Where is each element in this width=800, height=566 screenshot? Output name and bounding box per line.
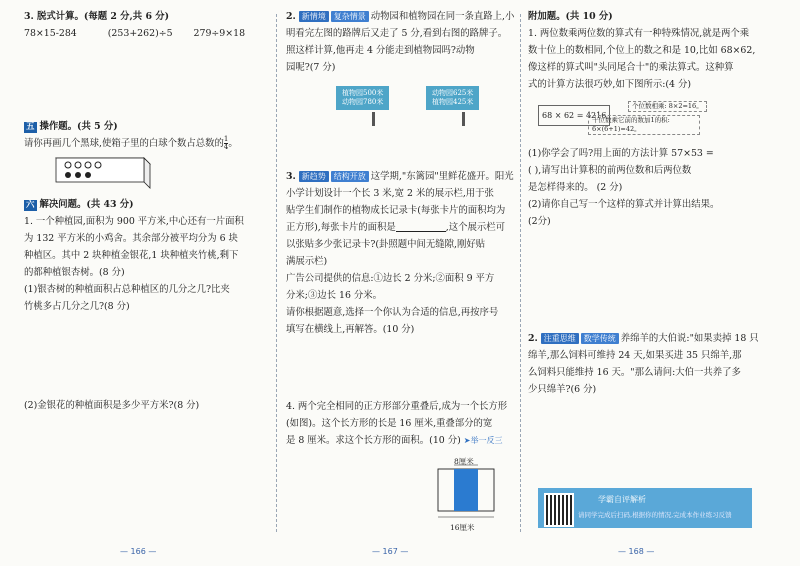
tag-badge: 新趋势 — [299, 171, 329, 182]
tag-badge: 注重思维 — [541, 333, 579, 344]
e1-line: 数十位上的数相同,个位上的数之和是 10,比如 68×62, — [528, 45, 756, 56]
question-text: 这学期,"东篱园"里鲜花盛开。阳光 — [370, 171, 514, 182]
overlap-squares-figure — [286, 453, 512, 533]
question-text: 正方形),每张卡片的面积是 — [286, 222, 396, 233]
q1-line: 1. 一个种植园,面积为 900 平方米,中心还有一片面积 — [24, 216, 244, 227]
section-title: 操作题。(共 5 分) — [39, 121, 118, 132]
q3-line — [286, 219, 512, 236]
question-text: 是 8 厘米。求这个长方形的面积。(10 分) — [286, 435, 461, 446]
tag-badge: 数学传统 — [581, 333, 619, 344]
expr-1: 78×15-284 — [24, 28, 77, 39]
question-number: 2. — [286, 11, 296, 22]
column-page-166 — [24, 8, 264, 538]
question-text: 动物园和植物园在同一条直路上,小 — [370, 11, 515, 22]
road-signs-figure — [286, 82, 512, 126]
tag-badge: 新情境 — [299, 11, 329, 22]
sign-text: 动物园625米 — [432, 89, 474, 97]
e2-line: 少只绵羊?(6 分) — [528, 384, 597, 395]
expr-3: 279÷9×18 — [193, 28, 246, 39]
question-number: 2. — [528, 333, 538, 344]
q3-line — [286, 168, 512, 185]
question-text: ,这个展示栏可 — [445, 222, 505, 233]
e1-sub: (2分) — [528, 216, 551, 227]
e1-sub: ( ),请写出计算积的前两位数和后两位数 — [528, 165, 692, 176]
column-page-168 — [528, 8, 758, 538]
e1-line: 1. 两位数乘两位数的算式有一种特殊情况,就是两个乘 — [528, 28, 750, 39]
column-page-167 — [286, 8, 515, 538]
column-divider — [520, 14, 521, 532]
fraction-numerator: 1 — [223, 135, 229, 143]
sign-text: 动物园780米 — [342, 98, 384, 106]
section-title: 解决问题。(共 43 分) — [39, 199, 134, 210]
calc-expression: 68 × 62 = 4216 — [538, 105, 610, 126]
practice-link[interactable]: ➤举一反三 — [463, 436, 503, 445]
q2-line: 照这样计算,他再走 4 分能走到植物园吗?动物 — [286, 45, 475, 56]
section-5-heading — [24, 118, 264, 135]
operation-question — [24, 135, 264, 152]
e1-sub: (2)请你自己写一个这样的算式并计算出结果。 — [528, 199, 720, 210]
q2-line: 明看完左图的路牌后又走了 5 分,看到右图的路牌子。 — [286, 28, 508, 39]
calc-note: 十位数乘它前的数加1的积: — [592, 116, 670, 124]
q3-line: 请你根据题意,选择一个你认为合适的信息,再按序号 — [286, 307, 499, 318]
q3-line: 以张贴多少张记录卡?(卦照题中间无缝隙,刚好贴 — [286, 239, 486, 250]
calc-diagram — [528, 95, 758, 141]
operation-text-end: 。 — [228, 138, 238, 149]
extra-title: 附加题。(共 10 分) — [528, 11, 613, 22]
section-number: 六 — [26, 200, 35, 210]
q3-line: 满展示栏) — [286, 256, 328, 267]
fraction-denominator: 4 — [223, 143, 229, 151]
q3-line: 填写在横线上,再解答。(10 分) — [286, 324, 415, 335]
q1-line: (1)银杏树的种植面积占总种植区的几分之几?比夹 — [24, 284, 230, 295]
q2-line — [286, 8, 515, 25]
q1-line: 为 132 平方米的小鸡舍。其余部分被平均分为 6 块 — [24, 233, 238, 244]
calc-note-box — [588, 115, 700, 135]
q3-title: 3. 脱式计算。(每题 2 分,共 6 分) — [24, 11, 170, 22]
q4-line — [286, 432, 512, 449]
overlap-width-label: 8厘米 — [454, 457, 474, 466]
right-sign — [426, 86, 479, 110]
section-6-heading — [24, 196, 264, 213]
calc-note: 6×(6+1)=42。 — [592, 125, 641, 133]
tag-badge: 复杂情景 — [331, 11, 369, 22]
q1-line: 种植区。其中 2 块种植金银花,1 块种植夹竹桃,剩下 — [24, 250, 239, 261]
question-text: 养绵羊的大伯说:"如果卖掉 18 只 — [620, 333, 759, 344]
q4-line: 4. 两个完全相同的正方形部分重叠后,成为一个长方形 — [286, 401, 508, 412]
sign-text: 植物园425米 — [432, 98, 474, 106]
e1-sub: 是怎样得来的。 (2 分) — [528, 182, 623, 193]
q3-line: 分米;③边长 16 分米。 — [286, 290, 383, 301]
ball-box-figure — [54, 156, 154, 190]
q2-line: 园呢?(7 分) — [286, 62, 336, 73]
qr-code-icon[interactable] — [544, 493, 574, 527]
self-evaluation-banner[interactable] — [538, 488, 752, 528]
operation-text: 请你再画几个黑球,使箱子里的白球个数占总数的 — [24, 138, 224, 149]
q3-line: 小学计划设计一个长 3 米,宽 2 米的展示栏,用于张 — [286, 188, 494, 199]
q3-line: 广告公司提供的信息:①边长 2 分米;②面积 9 平方 — [286, 273, 495, 284]
e1-sub: (1)你学会了吗?用上面的方法计算 57×53 = — [528, 148, 714, 159]
page-number: — 168 — — [618, 547, 655, 556]
e1-line: 式的计算方法很巧妙,如下图所示:(4 分) — [528, 79, 692, 90]
study-title: 学霸自评解析 — [598, 495, 646, 504]
q1-line: 的都种植银杏树。(8 分) — [24, 267, 125, 278]
e2-line — [528, 330, 758, 347]
q3-line: 贴学生们制作的植物成长记录卡(每张卡片的面积均为 — [286, 205, 506, 216]
page-number: — 166 — — [120, 547, 157, 556]
left-sign — [336, 86, 389, 110]
q3-expressions — [24, 25, 264, 42]
rectangle-length-label: 16厘米 — [450, 523, 475, 532]
sign-text: 植物园500米 — [342, 89, 384, 97]
page-number: — 167 — — [372, 547, 409, 556]
study-text: 请同学完成后扫码,根据你的情况,完成本作业练习反馈 — [578, 511, 732, 519]
tag-badge: 结构开放 — [331, 171, 369, 182]
calc-note: 个位数相乘: 8×2=16。 — [628, 101, 707, 112]
answer-blank[interactable] — [396, 220, 446, 232]
expr-2: (253+262)÷5 — [107, 28, 173, 39]
e2-line: 么饲料只能维持 16 天。"那么请问:大伯一共养了多 — [528, 367, 741, 378]
q1-part2: (2)金银花的种植面积是多少平方米?(8 分) — [24, 400, 200, 411]
e1-line: 像这样的算式叫"头同尾合十"的乘法算式。这种算 — [528, 62, 734, 73]
question-number: 3. — [286, 171, 296, 182]
q1-line: 竹桃多占几分之几?(8 分) — [24, 301, 130, 312]
column-divider — [276, 14, 277, 532]
section-number: 五 — [26, 122, 35, 132]
e2-line: 绵羊,那么饲料可维持 24 天,如果买进 35 只绵羊,那 — [528, 350, 742, 361]
q4-line: (如图)。这个长方形的长是 16 厘米,重叠部分的宽 — [286, 418, 493, 429]
